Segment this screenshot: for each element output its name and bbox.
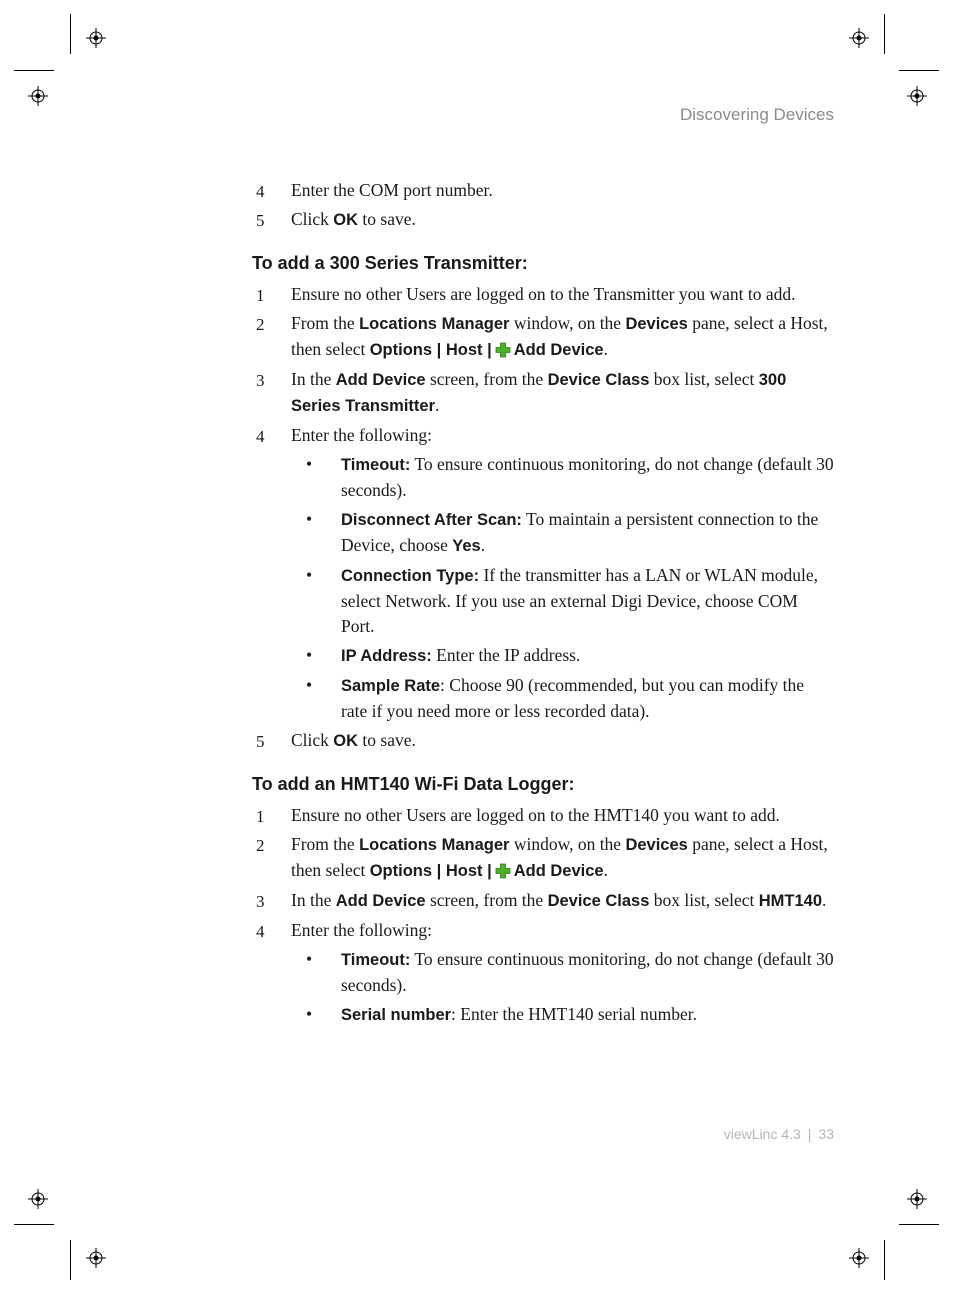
step-item xyxy=(252,207,834,233)
step-item xyxy=(252,367,834,419)
bullet-item xyxy=(252,947,834,998)
step-text: window, on the xyxy=(509,834,626,854)
page-number: 33 xyxy=(818,1126,834,1142)
step-number: 3 xyxy=(256,371,265,390)
add-plus-icon xyxy=(495,342,511,358)
step-item xyxy=(252,728,834,754)
bullet-label: Connection Type: xyxy=(341,567,480,585)
bullet-label: Timeout: xyxy=(341,951,411,969)
step-text: window, on the xyxy=(509,313,626,333)
step-text: Enter the following: xyxy=(291,920,432,940)
registration-icon xyxy=(907,1189,927,1209)
menu-path-label: Options | Host | xyxy=(369,862,492,880)
step-text: . xyxy=(822,890,827,910)
add-device-label: Add Device xyxy=(335,371,426,389)
step-text: Click xyxy=(291,209,334,229)
step-number: 1 xyxy=(256,286,265,305)
step-text: to save. xyxy=(358,730,416,750)
crop-mark xyxy=(14,1224,54,1225)
registration-icon xyxy=(86,28,106,48)
bullet-icon: • xyxy=(306,1004,313,1024)
step-number: 4 xyxy=(256,427,265,446)
step-item xyxy=(252,832,834,884)
bullet-icon: • xyxy=(306,675,313,695)
bullet-text: Enter the IP address. xyxy=(431,645,581,665)
step-number: 2 xyxy=(256,836,265,855)
add-device-label: Add Device xyxy=(335,892,426,910)
step-text: screen, from the xyxy=(425,369,548,389)
bullet-item xyxy=(252,1002,834,1028)
step-text: From the xyxy=(291,834,360,854)
step-text: . xyxy=(603,339,608,359)
crop-mark xyxy=(70,14,71,54)
step-number: 3 xyxy=(256,892,265,911)
bullet-text: To ensure continuous monitoring, do not change (default 30 seconds). xyxy=(341,949,834,995)
device-class-label: Device Class xyxy=(547,892,650,910)
step-text: Enter the COM port number. xyxy=(291,180,493,200)
bullet-item xyxy=(252,673,834,724)
bullet-icon: • xyxy=(306,645,313,665)
bullet-icon: • xyxy=(306,454,313,474)
menu-path-label: Options | Host | xyxy=(369,341,492,359)
crop-mark xyxy=(899,1224,939,1225)
registration-icon xyxy=(907,86,927,106)
crop-mark xyxy=(899,70,939,71)
registration-icon xyxy=(86,1248,106,1268)
bullet-label: Serial number xyxy=(341,1006,452,1024)
product-name: viewLinc 4.3 xyxy=(723,1126,801,1142)
registration-icon xyxy=(849,28,869,48)
page-content xyxy=(252,178,834,1032)
step-number: 2 xyxy=(256,315,265,334)
ok-label: OK xyxy=(333,211,359,229)
bullet-text: : Choose 90 (recommended, but you can modify the rate if you need more or less recorded data). xyxy=(341,675,805,721)
bullet-icon: • xyxy=(306,509,313,529)
step-text: box list, select xyxy=(649,890,759,910)
bullet-text: : Enter the HMT140 serial number. xyxy=(451,1004,697,1024)
locations-manager-label: Locations Manager xyxy=(359,836,510,854)
step-item xyxy=(252,282,834,307)
step-text: . xyxy=(435,395,440,415)
devices-label: Devices xyxy=(625,836,688,854)
bullet-text: To ensure continuous monitoring, do not change (default 30 seconds). xyxy=(341,454,834,500)
device-type-label: HMT140 xyxy=(758,892,823,910)
bullet-item xyxy=(252,643,834,669)
bullet-icon: • xyxy=(306,949,313,969)
step-text: From the xyxy=(291,313,360,333)
bullet-icon: • xyxy=(306,565,313,585)
step-text: In the xyxy=(291,369,336,389)
step-number: 5 xyxy=(256,732,265,751)
step-number: 1 xyxy=(256,807,265,826)
bullet-label: IP Address: xyxy=(341,647,432,665)
step-item xyxy=(252,888,834,914)
crop-mark xyxy=(14,70,54,71)
bullet-item xyxy=(252,507,834,559)
crop-mark xyxy=(884,1240,885,1280)
registration-icon xyxy=(849,1248,869,1268)
step-item xyxy=(252,918,834,943)
bullet-text: To maintain a persistent connection to the Device, choose xyxy=(341,509,819,555)
step-text: In the xyxy=(291,890,336,910)
step-text: . xyxy=(603,860,608,880)
step-text: Click xyxy=(291,730,334,750)
registration-icon xyxy=(28,1189,48,1209)
crop-mark xyxy=(70,1240,71,1280)
step-text: to save. xyxy=(358,209,416,229)
bullet-label: Disconnect After Scan: xyxy=(341,511,522,529)
step-item xyxy=(252,803,834,828)
bullet-label: Timeout: xyxy=(341,456,411,474)
bullet-item xyxy=(252,452,834,503)
device-type-label: 300 Series Transmitter xyxy=(291,371,787,415)
footer-separator: | xyxy=(807,1126,812,1142)
step-number: 4 xyxy=(256,182,265,201)
bullet-text: . xyxy=(480,535,486,555)
step-number: 4 xyxy=(256,922,265,941)
step-item xyxy=(252,423,834,448)
step-text: screen, from the xyxy=(425,890,548,910)
running-header: Discovering Devices xyxy=(680,105,834,124)
step-text: pane, select a Host, then select xyxy=(291,313,828,359)
registration-icon xyxy=(28,86,48,106)
section-heading: To add a 300 Series Transmitter: xyxy=(252,253,528,273)
add-plus-icon xyxy=(495,863,511,879)
crop-mark xyxy=(884,14,885,54)
device-class-label: Device Class xyxy=(547,371,650,389)
step-text: Ensure no other Users are logged on to the Transmitter you want to add. xyxy=(291,284,796,304)
step-text: pane, select a Host, then select xyxy=(291,834,828,880)
devices-label: Devices xyxy=(625,315,688,333)
step-text: Ensure no other Users are logged on to the HMT140 you want to add. xyxy=(291,805,780,825)
bullet-label: Sample Rate xyxy=(341,677,441,695)
bullet-item xyxy=(252,563,834,639)
locations-manager-label: Locations Manager xyxy=(359,315,510,333)
add-device-label: Add Device xyxy=(513,862,604,880)
yes-label: Yes xyxy=(452,537,481,555)
step-text: box list, select xyxy=(649,369,759,389)
step-number: 5 xyxy=(256,211,265,230)
step-item xyxy=(252,178,834,203)
bullet-text: If the transmitter has a LAN or WLAN module, select Network. If you use an external Digi Device, choose COM Port. xyxy=(341,565,819,636)
section-heading: To add an HMT140 Wi-Fi Data Logger: xyxy=(252,774,575,794)
step-item xyxy=(252,311,834,363)
step-text: Enter the following: xyxy=(291,425,432,445)
page-footer xyxy=(600,1126,834,1142)
add-device-label: Add Device xyxy=(513,341,604,359)
ok-label: OK xyxy=(333,732,359,750)
